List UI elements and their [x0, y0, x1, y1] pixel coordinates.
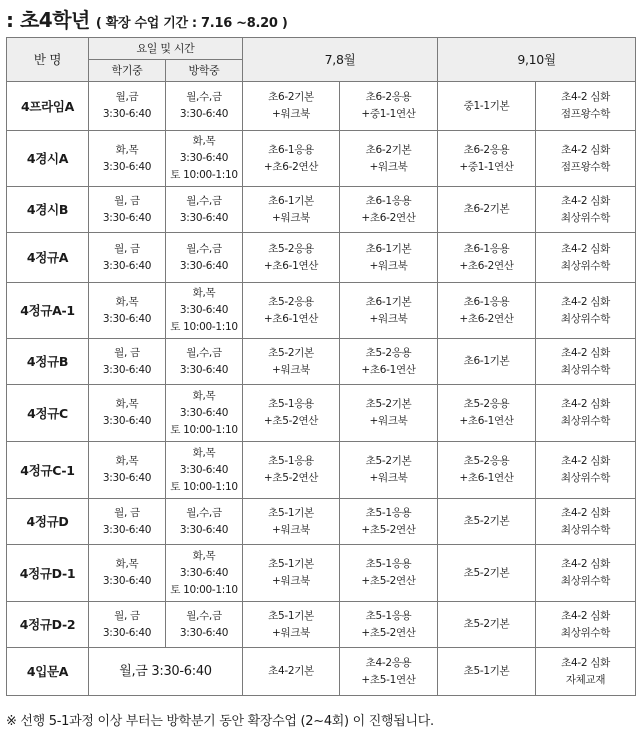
semester-time-cell: [89, 385, 166, 442]
course-78-first-cell-line: 초5-1응용: [268, 455, 314, 467]
course-78-second-cell: [340, 339, 438, 385]
course-78-second-cell: [340, 602, 438, 648]
vacation-time-cell-line: 월,수,금: [186, 91, 222, 103]
course-910-second-cell: [536, 545, 636, 602]
course-910-first-cell-line: 초5-2기본: [463, 618, 510, 630]
course-78-first-cell-line: +워크북: [271, 575, 311, 587]
course-910-second-cell-line: 초4-2 심화: [561, 609, 610, 622]
schedule-table: [6, 37, 636, 696]
semester-time-cell-line: 화,목: [115, 143, 139, 156]
class-name-cell: 4정규C: [7, 385, 89, 442]
course-78-first-cell-line: +워크북: [271, 211, 311, 224]
course-910-second-cell-line: 초4-2 심화: [561, 656, 610, 669]
course-910-second-cell-line: 최상위수학: [560, 211, 611, 224]
semester-time-cell-line: 3:30-6:40: [102, 108, 152, 120]
semester-time-cell: [89, 602, 166, 648]
table-row: [7, 187, 636, 233]
course-910-second-cell-line: 초4-2 심화: [561, 242, 610, 255]
vacation-time-cell-line: 3:30-6:40: [179, 108, 229, 120]
semester-time-cell-line: 3:30-6:40: [102, 523, 152, 536]
vacation-time-cell: [166, 187, 243, 233]
course-78-second-cell: [340, 499, 438, 545]
course-910-first-cell-line: 초5-2응용: [463, 455, 510, 467]
course-78-first-cell-line: +초5-2연산: [263, 415, 319, 427]
course-910-second-cell: [536, 82, 636, 131]
course-910-first-cell: [438, 385, 536, 442]
course-910-first-cell: [438, 187, 536, 233]
course-78-second-cell-line: +중1-1연산: [361, 108, 416, 120]
vacation-time-cell: [166, 283, 243, 339]
table-row: [7, 233, 636, 283]
course-910-second-cell-line: 최상위수학: [560, 523, 611, 536]
header-semester: 학기중: [89, 60, 166, 82]
vacation-time-cell: [166, 82, 243, 131]
course-910-second-cell: [536, 339, 636, 385]
class-name-cell: 4경시A: [7, 131, 89, 187]
course-910-second-cell-line: 최상위수학: [560, 626, 611, 639]
vacation-time-cell-line: 월,수,금: [186, 346, 222, 359]
vacation-time-cell: [166, 233, 243, 283]
page-subtitle: ( 확장 수업 기간 : 7.16 ~8.20 ): [95, 16, 288, 31]
course-78-first-cell-line: +워크북: [271, 108, 311, 120]
footnote: ※ 선행 5-1과정 이상 부터는 방학분기 동안 확장수업 (2~4회) 이 진행됩니다.: [6, 714, 434, 729]
course-910-second-cell-line: 최상위수학: [560, 312, 611, 325]
class-name-cell: 4경시B: [7, 187, 89, 233]
course-910-second-cell-line: 초4-2 심화: [561, 455, 610, 467]
vacation-time-cell-line: 화,목: [192, 549, 216, 562]
course-910-second-cell: [536, 131, 636, 187]
table-row: [7, 648, 636, 696]
semester-time-cell-line: 3:30-6:40: [102, 363, 152, 376]
course-78-second-cell-line: 초6-2기본: [365, 143, 412, 156]
table-row: [7, 131, 636, 187]
course-78-first-cell-line: 초6-1기본: [268, 194, 314, 207]
course-910-second-cell: [536, 648, 636, 696]
course-78-first-cell: [243, 602, 340, 648]
course-910-second-cell-line: 최상위수학: [560, 415, 611, 427]
course-78-second-cell: [340, 82, 438, 131]
course-78-second-cell-line: 초6-1기본: [365, 295, 412, 308]
course-910-first-cell-line: 중1-1기본: [463, 99, 510, 112]
course-910-second-cell: [536, 187, 636, 233]
course-78-second-cell-line: +워크북: [369, 312, 408, 325]
table-row: [7, 602, 636, 648]
semester-time-cell: [89, 233, 166, 283]
table-row: [7, 442, 636, 499]
course-910-first-cell: [438, 648, 536, 696]
course-78-second-cell-line: +워크북: [369, 472, 408, 484]
vacation-time-cell-line: 화,목: [192, 389, 216, 402]
class-name-cell: 4정규C-1: [7, 442, 89, 499]
course-910-first-cell-line: +초6-2연산: [459, 259, 514, 272]
course-78-first-cell-line: 초5-1기본: [268, 609, 314, 622]
course-78-second-cell-line: +초6-2연산: [361, 211, 416, 224]
vacation-time-cell-line: 월,수,금: [186, 506, 222, 519]
page-title: : 초4학년: [6, 8, 90, 32]
course-910-first-cell: [438, 339, 536, 385]
table-row: [7, 499, 636, 545]
course-78-second-cell-line: 초5-2응용: [365, 346, 412, 359]
vacation-time-cell-line: 3:30-6:40: [179, 304, 229, 316]
course-78-first-cell-line: +초6-2연산: [263, 160, 319, 173]
course-910-second-cell: [536, 385, 636, 442]
course-78-first-cell: [243, 499, 340, 545]
header-class-name: 반 명: [7, 38, 89, 82]
vacation-time-cell-line: 토 10:00-1:10: [170, 423, 238, 436]
course-78-second-cell: [340, 233, 438, 283]
course-78-first-cell-line: 초5-1기본: [268, 506, 314, 519]
course-78-first-cell-line: 초5-1기본: [268, 558, 314, 570]
semester-time-cell: [89, 499, 166, 545]
semester-time-cell-line: 3:30-6:40: [102, 312, 152, 325]
vacation-time-cell-line: 토 10:00-1:10: [170, 169, 238, 181]
semester-time-cell-line: 월, 금: [114, 506, 140, 519]
course-910-second-cell-line: 자체교재: [565, 673, 606, 686]
course-78-second-cell-line: +초5-2연산: [361, 626, 416, 639]
course-78-second-cell: [340, 131, 438, 187]
course-910-first-cell: [438, 131, 536, 187]
semester-time-cell-line: 화,목: [115, 455, 139, 467]
merged-time-cell: 월,금 3:30-6:40: [89, 648, 243, 696]
course-910-second-cell-line: 점프왕수학: [560, 160, 611, 173]
course-78-second-cell: [340, 442, 438, 499]
course-78-first-cell-line: +워크북: [271, 363, 311, 376]
semester-time-cell-line: 월, 금: [114, 194, 140, 207]
semester-time-cell: [89, 283, 166, 339]
class-name-cell: 4프라임A: [7, 82, 89, 131]
vacation-time-cell: [166, 385, 243, 442]
semester-time-cell: [89, 82, 166, 131]
course-78-first-cell-line: 초6-2기본: [268, 91, 314, 103]
vacation-time-cell-line: 화,목: [192, 135, 216, 147]
course-78-first-cell: [243, 648, 340, 696]
course-78-second-cell-line: 초5-1응용: [365, 558, 412, 570]
course-78-second-cell-line: +초5-2연산: [361, 523, 416, 536]
table-row: [7, 82, 636, 131]
course-78-second-cell: [340, 545, 438, 602]
semester-time-cell-line: 화,목: [115, 295, 139, 308]
semester-time-cell-line: 화,목: [115, 398, 139, 410]
semester-time-cell-line: 월, 금: [114, 346, 140, 359]
course-78-first-cell-line: +워크북: [271, 523, 311, 536]
header-vacation: 방학중: [166, 60, 243, 82]
course-910-second-cell: [536, 283, 636, 339]
vacation-time-cell-line: 월,수,금: [186, 242, 222, 255]
header-month-78: 7,8월: [243, 38, 438, 82]
course-910-second-cell-line: 초4-2 심화: [561, 346, 610, 359]
course-910-first-cell: [438, 82, 536, 131]
semester-time-cell-line: 3:30-6:40: [102, 211, 152, 224]
course-910-second-cell-line: 초4-2 심화: [561, 398, 610, 410]
course-910-second-cell-line: 최상위수학: [560, 472, 611, 484]
semester-time-cell-line: 3:30-6:40: [102, 259, 152, 272]
header-month-910: 9,10월: [438, 38, 636, 82]
course-78-second-cell: [340, 187, 438, 233]
course-910-first-cell-line: 초6-2기본: [463, 203, 510, 215]
semester-time-cell: [89, 442, 166, 499]
semester-time-cell: [89, 131, 166, 187]
course-78-first-cell-line: +워크북: [271, 626, 311, 639]
vacation-time-cell-line: 3:30-6:40: [179, 566, 229, 579]
course-78-first-cell: [243, 187, 340, 233]
course-78-second-cell-line: 초5-1응용: [365, 609, 412, 622]
course-910-first-cell-line: 초6-1응용: [463, 295, 510, 308]
semester-time-cell-line: 3:30-6:40: [102, 626, 152, 639]
course-78-first-cell-line: 초5-2기본: [268, 346, 314, 359]
course-78-second-cell-line: 초6-1기본: [365, 242, 412, 255]
table-row: [7, 545, 636, 602]
table-row: [7, 283, 636, 339]
course-78-second-cell-line: +워크북: [369, 259, 408, 272]
course-78-first-cell: [243, 339, 340, 385]
vacation-time-cell-line: 3:30-6:40: [179, 211, 229, 224]
vacation-time-cell-line: 3:30-6:40: [179, 626, 229, 639]
course-910-second-cell-line: 최상위수학: [560, 259, 611, 272]
course-78-second-cell-line: +초5-2연산: [361, 575, 416, 587]
course-78-first-cell-line: +초6-1연산: [263, 312, 319, 325]
course-910-second-cell-line: 초4-2 심화: [561, 91, 610, 103]
course-910-second-cell-line: 초4-2 심화: [561, 295, 610, 308]
vacation-time-cell-line: 3:30-6:40: [179, 152, 229, 164]
class-name-cell: 4정규A: [7, 233, 89, 283]
vacation-time-cell: [166, 499, 243, 545]
course-910-second-cell-line: 초4-2 심화: [561, 506, 610, 519]
course-910-second-cell-line: 초4-2 심화: [561, 558, 610, 570]
class-name-cell: 4정규D-1: [7, 545, 89, 602]
semester-time-cell-line: 3:30-6:40: [102, 415, 152, 427]
course-78-first-cell: [243, 385, 340, 442]
page-heading: [6, 4, 288, 32]
course-910-first-cell: [438, 442, 536, 499]
class-name-cell: 4정규B: [7, 339, 89, 385]
vacation-time-cell-line: 토 10:00-1:10: [170, 480, 238, 493]
course-78-first-cell-line: 초5-1응용: [268, 398, 314, 410]
course-78-first-cell-line: 초6-1응용: [268, 143, 314, 156]
semester-time-cell-line: 월,금: [115, 91, 139, 103]
vacation-time-cell: [166, 545, 243, 602]
course-910-first-cell-line: 초5-1기본: [463, 665, 510, 677]
class-name-cell: 4입문A: [7, 648, 89, 696]
course-78-second-cell-line: 초6-1응용: [365, 194, 412, 207]
course-78-first-cell: [243, 82, 340, 131]
course-78-first-cell: [243, 283, 340, 339]
course-910-first-cell: [438, 233, 536, 283]
course-910-first-cell: [438, 545, 536, 602]
course-78-second-cell: [340, 283, 438, 339]
table-row: [7, 339, 636, 385]
course-910-first-cell-line: 초6-1응용: [463, 242, 510, 255]
vacation-time-cell-line: 토 10:00-1:10: [170, 321, 238, 333]
course-910-second-cell-line: 초4-2 심화: [561, 143, 610, 156]
vacation-time-cell-line: 3:30-6:40: [179, 463, 229, 476]
course-78-second-cell-line: 초5-1응용: [365, 506, 412, 519]
course-78-first-cell: [243, 233, 340, 283]
course-910-second-cell: [536, 499, 636, 545]
semester-time-cell-line: 월, 금: [114, 609, 140, 622]
course-78-second-cell-line: 초4-2응용: [365, 656, 412, 669]
vacation-time-cell-line: 3:30-6:40: [179, 363, 229, 376]
course-910-second-cell-line: 점프왕수학: [560, 108, 611, 120]
vacation-time-cell: [166, 602, 243, 648]
course-78-second-cell-line: +초6-1연산: [361, 363, 416, 376]
course-910-second-cell-line: 최상위수학: [560, 575, 611, 587]
course-910-first-cell-line: +초6-1연산: [459, 415, 514, 427]
course-910-second-cell: [536, 602, 636, 648]
course-78-first-cell-line: +초6-1연산: [263, 259, 319, 272]
semester-time-cell: [89, 187, 166, 233]
course-910-first-cell: [438, 499, 536, 545]
semester-time-cell: [89, 545, 166, 602]
course-78-first-cell: [243, 131, 340, 187]
course-78-first-cell: [243, 545, 340, 602]
course-78-first-cell-line: 초5-2응용: [268, 295, 314, 308]
course-78-first-cell-line: 초5-2응용: [268, 242, 314, 255]
course-78-second-cell-line: +워크북: [369, 415, 408, 427]
course-910-second-cell-line: 초4-2 심화: [561, 194, 610, 207]
course-78-second-cell: [340, 648, 438, 696]
course-78-second-cell: [340, 385, 438, 442]
course-910-first-cell-line: 초6-1기본: [463, 355, 510, 367]
course-78-first-cell-line: +초5-2연산: [263, 472, 319, 484]
class-name-cell: 4정규A-1: [7, 283, 89, 339]
course-910-first-cell-line: +초6-2연산: [459, 312, 514, 325]
class-name-cell: 4정규D-2: [7, 602, 89, 648]
course-910-first-cell-line: 초6-2응용: [463, 143, 510, 156]
course-78-second-cell-line: 초6-2응용: [365, 91, 412, 103]
vacation-time-cell-line: 월,수,금: [186, 194, 222, 207]
course-78-second-cell-line: +워크북: [369, 160, 408, 173]
course-910-first-cell-line: +초6-1연산: [459, 472, 514, 484]
vacation-time-cell: [166, 131, 243, 187]
course-78-second-cell-line: 초5-2기본: [365, 455, 412, 467]
semester-time-cell-line: 3:30-6:40: [102, 472, 152, 484]
vacation-time-cell-line: 3:30-6:40: [179, 406, 229, 419]
course-78-first-cell: [243, 442, 340, 499]
header-day-time: 요일 및 시간: [89, 38, 243, 60]
course-78-second-cell-line: +초5-1연산: [361, 673, 416, 686]
vacation-time-cell-line: 3:30-6:40: [179, 523, 229, 536]
vacation-time-cell-line: 토 10:00-1:10: [170, 583, 238, 596]
course-910-second-cell-line: 최상위수학: [560, 363, 611, 376]
course-910-first-cell-line: 초5-2응용: [463, 398, 510, 410]
semester-time-cell: [89, 339, 166, 385]
vacation-time-cell-line: 화,목: [192, 287, 216, 299]
course-910-first-cell-line: +중1-1연산: [459, 160, 514, 173]
vacation-time-cell-line: 3:30-6:40: [179, 259, 229, 272]
course-78-second-cell-line: 초5-2기본: [365, 398, 412, 410]
course-910-first-cell: [438, 283, 536, 339]
table-row: [7, 385, 636, 442]
course-910-second-cell: [536, 442, 636, 499]
course-910-second-cell: [536, 233, 636, 283]
course-78-first-cell-line: 초4-2기본: [268, 665, 314, 677]
class-name-cell: 4정규D: [7, 499, 89, 545]
vacation-time-cell: [166, 442, 243, 499]
semester-time-cell-line: 3:30-6:40: [102, 575, 152, 587]
vacation-time-cell-line: 월,수,금: [186, 609, 222, 622]
semester-time-cell-line: 3:30-6:40: [102, 160, 152, 173]
vacation-time-cell-line: 화,목: [192, 446, 216, 459]
course-910-first-cell: [438, 602, 536, 648]
vacation-time-cell: [166, 339, 243, 385]
semester-time-cell-line: 월, 금: [114, 242, 140, 255]
course-910-first-cell-line: 초5-2기본: [463, 566, 510, 579]
course-910-first-cell-line: 초5-2기본: [463, 515, 510, 527]
semester-time-cell-line: 화,목: [115, 558, 139, 570]
